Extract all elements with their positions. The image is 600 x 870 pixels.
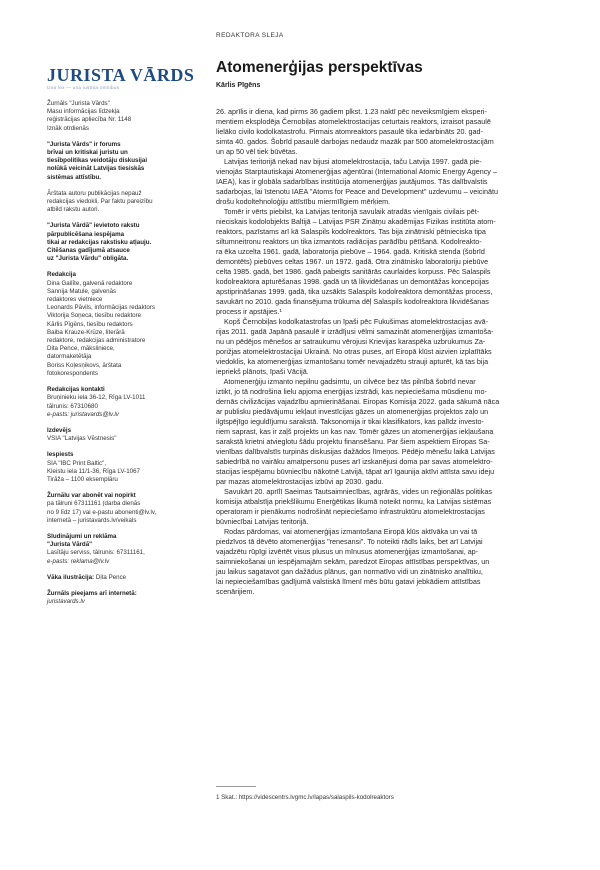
- contacts-email-link[interactable]: e-pasts: juristavards@lv.lv: [47, 410, 119, 418]
- registration-line: reģistrācijas apliecība Nr. 1148: [47, 116, 132, 124]
- publisher-name: VSIA "Latvijas Vēstnesis": [47, 435, 117, 443]
- editorial-line: Baiba Krauze-Krūze, literārā: [47, 328, 125, 336]
- mission-line: tiesībpolitikas veidotāju diskusijai: [47, 157, 148, 165]
- article-line: iztikt, jo tā nodrošina lielu apjoma enerģijas izstrādi, kas nepieciešama mūsdienu mo-: [216, 387, 487, 396]
- illustration-label: Vāka ilustrācija:: [47, 573, 95, 581]
- registration-line: Iznāk otrdienās: [47, 124, 89, 132]
- article-line: celta 1985. gadā, bet 1986. gadā pabeigts sanitārās caurlaides korpuss. Pēc Salaspils: [216, 267, 491, 276]
- article-line: ra ēka uzcelta 1961. gadā, laboratorija piebūve – 1964. gadā. Kritiskā stenda (šobrīd: [216, 247, 485, 256]
- article-line: lielāko civilo kodolkatastrofu. Pirmais atomreaktors pasaulē tika iedarbināts 20. gad-: [216, 127, 483, 136]
- subscribe-line: pa tālruni 67311161 (darba dienās: [47, 500, 141, 508]
- article-line: lai nepieciešamības gadījumā valstiskā līmenī mēs būtu gatavi jebkādiem attīstības: [216, 577, 481, 586]
- ads-email-link[interactable]: e-pasts: reklama@lv.lv: [47, 557, 110, 565]
- printer-line: Tirāža – 1100 eksemplāru: [47, 475, 118, 483]
- article-line: nu un pēdējos mēnešos ar satraukumu vērojusi Krievijas karaspēka uzbrukumus Za-: [216, 337, 486, 346]
- article-line: operatoram ir pienākums nodrošināt nepieciešamo infrastruktūru atomelektrostacijas: [216, 507, 485, 516]
- article-line: jau laikus sagatavot gan dažādus plānus, gan normatīvo vidi un zinātnisko analītiku,: [216, 567, 483, 576]
- disclaimer-line: redakcijas viedokli. Par faktu pareizību: [47, 198, 153, 206]
- printer-line: SIA "IBC Print Baltic",: [47, 459, 107, 467]
- editorial-line: Dina Gailīte, galvenā redaktore: [47, 279, 133, 287]
- article-author: Kārlis Pīgēns: [216, 82, 261, 89]
- editorial-staff: [47, 271, 195, 378]
- mission-line: brīvai un kritiskai juristu un: [47, 149, 128, 157]
- article-line: porižjas atomelektrostacijai Ukrainā. No otras puses, arī Eiropā klūst aizvien izplatītāks: [216, 347, 492, 356]
- article-line: simta 40. gados. Šobrīd pasaulē darbojas nedaudz mazāk par 500 atomelektrostacijām: [216, 137, 494, 146]
- editorial-line: Dita Pence, māksliniece,: [47, 345, 115, 353]
- article-line: apstiprināšanas 1999. gadā, tika uzsākts Salaspils kodolreaktora demontāžas process,: [216, 287, 493, 296]
- article-line: siltumneitronu reaktors un tika izmantots radiācijas parādību pētīšanā. Kodolreakto-: [216, 237, 482, 246]
- article-line: dernās civilizācijas vajadzību apmierināšanai. Eiropas Komisija 2022. gada sākumā nāca: [216, 397, 500, 406]
- article-line: demontēts) piebūves celtas 1967. un 1972. gadā. Otra zinātnisko laboratoriju piebūve: [216, 257, 489, 266]
- copyright-line: "Jurista Vārdā" ievietoto rakstu: [47, 222, 140, 230]
- article-line: Atomenerģiju izmanto nepilnu gadsimtu, un cilvēce bez tās pilnībā šobrīd nevar: [216, 377, 476, 386]
- editorial-line: redaktores vietniece: [47, 296, 103, 304]
- registration-line: Masu informācijas līdzekļa: [47, 108, 120, 116]
- article-line: vienības dalībvalstīs turpinās diskusijas dažādos līmeņos. Pēdējo mēnešu laikā Latvijas: [216, 447, 495, 456]
- editorial-line: Kārlis Pīgēns, tiesību redaktors: [47, 320, 133, 328]
- article-line: ilgtspējīgo ieguldījumu sarakstā. Taksonomija ir tikai klasifikators, kas palīdz investo-: [216, 417, 484, 426]
- cover-illustration-credit: [47, 574, 195, 582]
- article-line: vajadzētu rūpīgi izvērtēt visus plusus un mīnusus atomenerģijas izmantošanai, ap-: [216, 547, 479, 556]
- article-line: saimniekošanai un iespējamajām sekām, paredzot Eiropas attīstības perspektīvas, un: [216, 557, 490, 566]
- editorial-heading: Redakcija: [47, 271, 76, 279]
- copyright-line: tikai ar redakcijas rakstisku atļauju.: [47, 238, 152, 246]
- article-line: būvniecībai Latvijas teritorijā.: [216, 517, 309, 526]
- article-line: stacijas iespējamu būvniecību nākotnē Latvijā, tāpat arī Igaunija aktīvi attīsta savu ideju: [216, 467, 495, 476]
- printer-heading: Iespiests: [47, 451, 74, 459]
- copyright-line: Citēšanas gadījumā atsauce: [47, 247, 130, 255]
- subscribe-line: internetā – juristavards.lv/veikals: [47, 516, 137, 524]
- jurista-vards-logo[interactable]: JURISTA VĀRDS: [47, 65, 195, 85]
- article-line: komisija atbalstīja priekšlikumu Enerģētikas likumā noteikt normu, ka Latvijas sistēmas: [216, 497, 492, 506]
- article-line: viedoklis, ka atomenerģijas izmantošanu tomēr nevajadzētu strauji apturēt, kā tas bija: [216, 357, 489, 366]
- article-body: [216, 107, 550, 597]
- article-line: savukārt no 2010. gada finansējuma trūkuma dēļ Salaspils kodolreaktora likvidēšanas: [216, 297, 489, 306]
- article-line: rijas 2011. gadā Japānā pasaulē ir izrādījusi vēlmi samazināt atomenerģijas izmantoša-: [216, 327, 494, 336]
- article-paragraph: [216, 377, 550, 487]
- article-line: IAEA), kas ir globāla sadarbības institūcija atomenerģijas jautājumos. Tās dalībvalstis: [216, 177, 488, 186]
- article-line: sarakstā krietni atvieglotu šādu projektu finansēšanu. Par šiem aspektiem Eiropas Sa-: [216, 437, 490, 446]
- article-paragraph: [216, 487, 550, 527]
- mission-line: "Jurista Vārds" ir forums: [47, 140, 121, 148]
- article-line: sadarbojas, lai īstenotu IAEA "Atoms for Peace and Development" uzdevumu – veicinātu: [216, 187, 498, 196]
- mission-statement: [47, 141, 195, 182]
- disclaimer-line: atbild rakstu autori.: [47, 206, 100, 214]
- masthead-sidebar: [47, 66, 195, 614]
- subscription-info: [47, 492, 195, 525]
- publisher-heading: Izdevējs: [47, 426, 72, 434]
- ads-heading-1: Sludinājumi un reklāma: [47, 532, 117, 540]
- article-line: piedzīvos tā dēvēto atomenerģijas "renesansi". To noteikti rādīs laiks, bet arī Latvijai: [216, 537, 483, 546]
- advertising-info: [47, 533, 195, 566]
- website-link[interactable]: juristavards.lv: [47, 598, 85, 606]
- article-line: Savukārt 20. aprīlī Saeimas Tautsaimniecības, agrārās, vides un reģionālās politikas: [216, 487, 492, 496]
- subscribe-line: no 9 līdz 17) vai e-pastu abonenti@lv.lv,: [47, 508, 157, 516]
- article-line: Tomēr ir vērts piebilst, ka Latvijas teritorijā savulaik atradās vienīgais civilais pēt-: [216, 207, 480, 216]
- editorial-line: Leonards Pāvils, informācijas redaktors: [47, 304, 155, 312]
- printer-line: Kleistu iela 11/1-36, Rīga LV-1067: [47, 467, 140, 475]
- article-line: ar publisku piedāvājumu iekļaut investīcijas gāzes un atomenerģijas projektos zaļo un: [216, 407, 489, 416]
- copyright-notice: [47, 222, 195, 263]
- subscribe-heading: Žurnālu var abonēt vai nopirkt: [47, 492, 136, 500]
- article-line: Rodas pārdomas, vai atomenerģijas izmantošana Eiropā klūs aktīvāka un vai tā: [216, 527, 478, 536]
- contacts-heading: Redakcijas kontakti: [47, 386, 105, 394]
- footnote[interactable]: 1 Skat.: https://videscentrs.lvgmc.lv/lapas/salaspils-kodolreaktors: [216, 794, 394, 801]
- article-line: 26. aprīlis ir diena, kad pirms 36 gadiem plkst. 1.23 naktī pēc neveiksmīgiem eksperi-: [216, 107, 487, 116]
- section-label: REDAKTORA SLEJA: [216, 32, 284, 39]
- article-line: riem saprast, kas ir zaļš projekts un kas nav. Tomēr gāzes un atomenerģijas iekļaušana: [216, 427, 494, 436]
- article-line: scenārijiem.: [216, 587, 255, 596]
- editorial-line: datormaketētāja: [47, 353, 92, 361]
- article-paragraph: [216, 157, 550, 207]
- article-title: Atomenerģijas perspektīvas: [216, 59, 423, 76]
- editorial-contacts: [47, 386, 195, 419]
- mission-line: nolūkā veicināt Latvijas tiesiskās: [47, 165, 145, 173]
- editorial-line: redaktore, redakcijas administratore: [47, 337, 146, 345]
- disclaimer-line: Ārštata autoru publikācijas nepauž: [47, 189, 142, 197]
- online-heading: Žurnāls pieejams arī internetā:: [47, 589, 137, 597]
- article: [216, 58, 550, 597]
- editorial-line: Viktorija Soņeca, tiesību redaktore: [47, 312, 142, 320]
- ads-phone: Lasītāju serviss, tālrunis: 67311161,: [47, 549, 145, 557]
- online-info: [47, 590, 195, 606]
- article-line: par mazas atomelektrostacijas izbūvi ap 2030. gadu.: [216, 477, 384, 486]
- copyright-line: pārpublicēšana iespējama: [47, 230, 125, 238]
- printer-info: [47, 451, 195, 484]
- article-line: Latvijas teritorijā nekad nav bijusi atomelektrostacija, taču Latvija 1997. gadā pie-: [216, 157, 482, 166]
- article-line: sabiedrībā no vairāku amatpersonu puses arī izskanējusi doma par savas atomelektro-: [216, 457, 493, 466]
- mission-line: sistēmas attīstību.: [47, 173, 101, 181]
- article-line: vienojās Starptautiskajai Atomenerģijas aģentūrai (International Atomic Energy Agency –: [216, 167, 497, 176]
- logo-tagline: Una lex — una iustitia omnibus: [47, 85, 120, 90]
- registration-line: Žurnāls "Jurista Vārds": [47, 100, 110, 107]
- contacts-address: Bruņinieku iela 36-12, Rīga LV-1011: [47, 394, 146, 402]
- contacts-phone: tālrunis: 67310680: [47, 402, 98, 410]
- disclaimer-text: [47, 190, 195, 215]
- article-paragraph: [216, 207, 550, 317]
- article-paragraph: [216, 317, 550, 377]
- article-line: kodolreaktora apturēšanas 1998. gadā un tā likvidēšanas un demontāžas koncepcijas: [216, 277, 489, 286]
- illustration-author: Dita Pence: [95, 573, 127, 581]
- article-line: iepriekš plānots, īpaši Vācijā.: [216, 367, 309, 376]
- article-line: reaktors, pazīstams arī kā Salaspils kodolreaktors. Tas bija zinātniski pētnieciska tipa: [216, 227, 486, 236]
- article-line: un ap 50 vēl tiek būvētas.: [216, 147, 298, 156]
- ads-heading-2: "Jurista Vārdā": [47, 541, 93, 549]
- editorial-line: Boriss Koļesņikovs, ārštata: [47, 361, 122, 369]
- article-paragraph: [216, 527, 550, 597]
- article-line: process ir apstājies.¹: [216, 307, 282, 316]
- article-line: Kopš Černobiļas kodolkatastrofas un īpaši pēc Fukušimas atomelektrostacijas avā-: [216, 317, 489, 326]
- registration-info: [47, 100, 195, 133]
- article-paragraph: [216, 107, 550, 157]
- footnote-divider: [216, 786, 256, 787]
- article-line: mentiem eksplodēja Černobiļas atomelektrostacijas ceturtais reaktors, izraisot pasaulē: [216, 117, 491, 126]
- editorial-line: fotokorespondents: [47, 369, 98, 377]
- article-line: drošu kodoltehnoloģiju attīstību miermīlīgiem mērķiem.: [216, 197, 391, 206]
- copyright-line: uz "Jurista Vārdu" obligāta.: [47, 255, 129, 263]
- article-line: nieciskais kodolobjekts Baltijā – Latvijas PSR Zinātņu akadēmijas Fizikas institūta atom-: [216, 217, 496, 226]
- publisher-info: [47, 427, 195, 443]
- editorial-line: Sannija Matule, galvenās: [47, 287, 117, 295]
